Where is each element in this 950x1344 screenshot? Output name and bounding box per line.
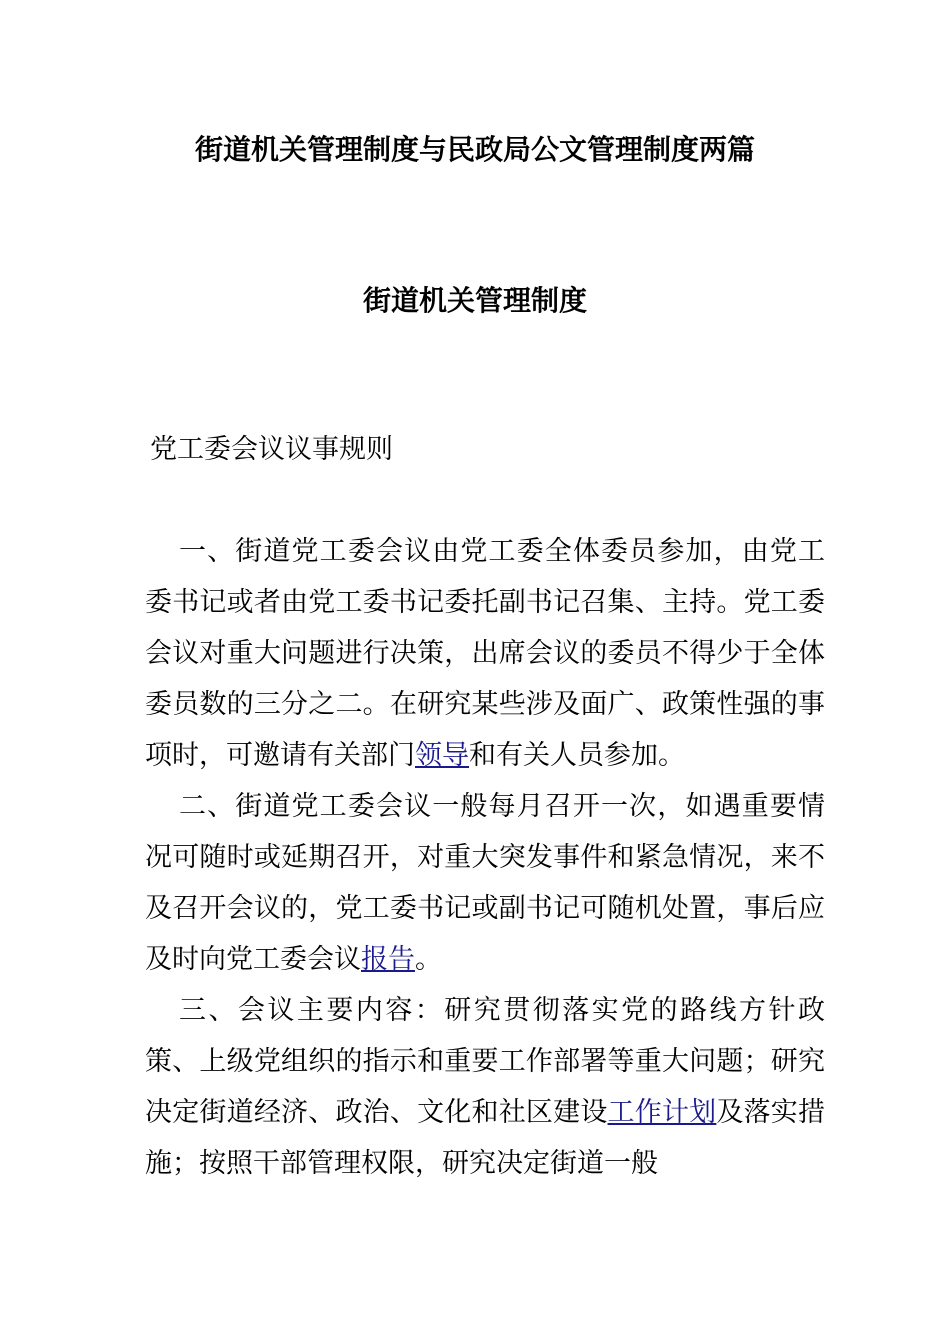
document-title: 街道机关管理制度与民政局公文管理制度两篇: [194, 133, 755, 166]
link-leadership[interactable]: 领导: [415, 740, 469, 771]
paragraph-text: 及落实措施；按照干部管理权限，研究决定街道一般: [145, 1097, 826, 1179]
section-heading: 党工委会议议事规则: [150, 434, 393, 465]
paragraph-2: [145, 781, 825, 985]
paragraph-text: 。: [415, 944, 442, 975]
document-body: [145, 526, 825, 1189]
section-title: 街道机关管理制度: [362, 284, 587, 317]
paragraph-1: [145, 526, 825, 781]
paragraph-text: 一、街道党工委会议由党工委全体委员参加，由党工委书记或者由党工委书记委托副书记召集、主持。党工委会议对重大问题进行决策，出席会议的委员不得少于全体委员数的三分之二。在研究某些涉及面广、政策性强的事项时，可邀请有关部门: [145, 536, 825, 771]
paragraph-text: 三、会议主要内容：研究贯彻落实党的路线方针政策、上级党组织的指示和重要工作部署等重大问题；研究决定街道经济、政治、文化和社区建设: [145, 995, 825, 1128]
paragraph-text: 和有关人员参加。: [469, 740, 685, 771]
paragraph-text: 二、街道党工委会议一般每月召开一次，如遇重要情况可随时或延期召开，对重大突发事件和紧急情况，来不及召开会议的，党工委书记或副书记可随机处置，事后应及时向党工委会议: [145, 791, 825, 975]
link-work-plan[interactable]: 工作计划: [607, 1097, 717, 1128]
link-report[interactable]: 报告: [361, 944, 415, 975]
paragraph-3: [145, 985, 825, 1189]
